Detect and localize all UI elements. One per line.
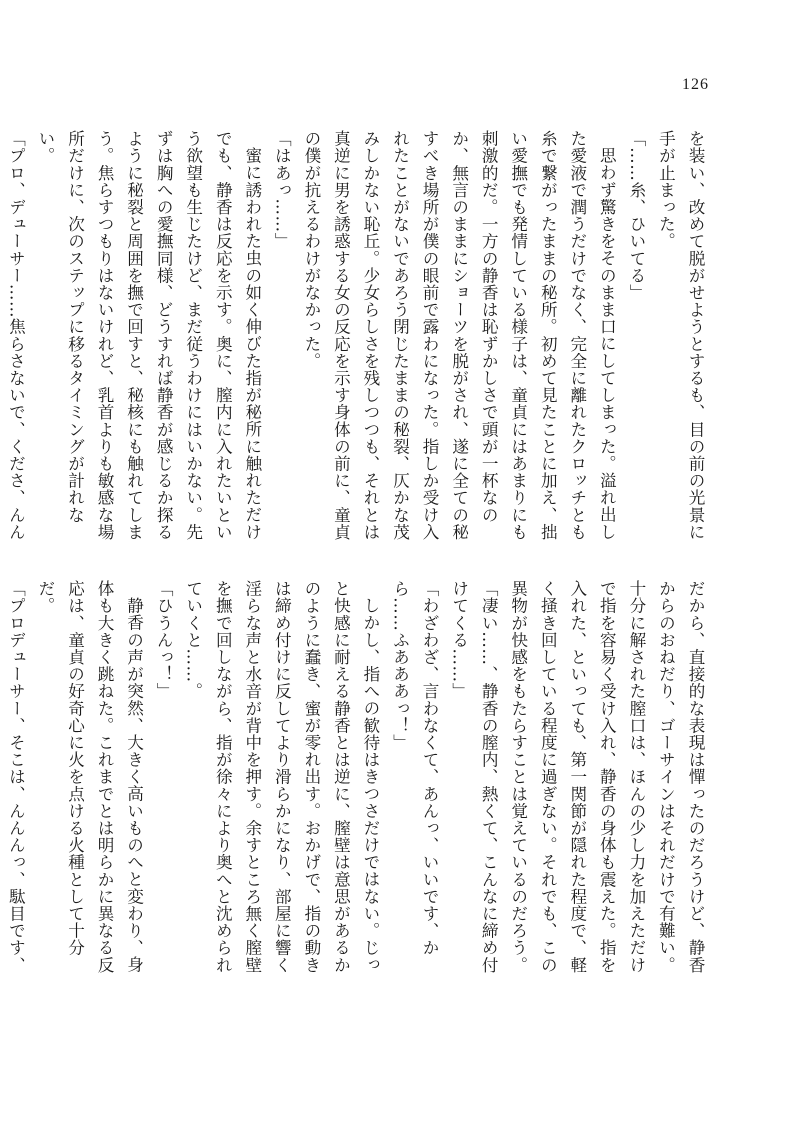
top-text-block	[6, 130, 710, 550]
dialogue-line: 「プロデューサー、そこは、んんんっ、駄目です、	[6, 580, 26, 974]
dialogue-line: 「はあっ……」	[272, 130, 292, 250]
dialogue-line: 「……糸、ひいてる」	[626, 130, 646, 301]
paragraph: 思わず驚きをそのまま口にしてしまった。溢れ出した愛液で潤うだけでなく、完全に離れたクロッチとも糸で繋がったままの秘所。初めて見たことに加え、拙い愛撫でも発情している様子は、童貞にはあまりにも刺激的だ。一方の静香は恥ずかしさで頭が一杯なのか、無言のままにショーツを脱がされ、遂に全ての秘すべき場所が僕の眼前で露わになった。指しか受け入れたことがないであろう閉じたままの秘裂、仄かな茂みしかない恥丘。少女らしさを残しつつも、それとは真逆に男を誘惑する女の反応を示す身体の前に、童貞の僕が抗えるわけがなかった。	[301, 130, 617, 541]
dialogue-line: 「ひうんっ！」	[154, 580, 174, 700]
page-number: 126	[682, 76, 709, 93]
bottom-text-block	[6, 580, 710, 980]
paragraph: しかし、指への歓待はきつさだけではない。じっと快感に耐える静香とは逆に、膣壁は意思があるかのように蠢き、蜜が零れ出す。おかげで、指の動きは締め付けに反してより滑らかになり、部屋に響く淫らな声と水音が背中を押す。余すところ無く膣壁を撫で回しながら、指が徐々により奥へと沈められていくと……。	[183, 580, 380, 974]
dialogue-line: 「わざわざ、言わなくて、あんっ、いいです、から……ふあああっ！」	[390, 580, 440, 957]
dialogue-line: 「凄い……、静香の膣内、熱くて、こんなに締め付けてくる……」	[449, 580, 499, 974]
paragraph: を装い、改めて脱がせようとするも、目の前の光景に手が止まった。	[656, 130, 705, 541]
paragraph: だから、直接的な表現は憚ったのだろうけど、静香からのおねだり、ゴーサインはそれだけで有難い。十分に解された膣口は、ほんの少し力を加えただけで指を容易く受け入れ、静香の身体も震えた。指を入れた、といっても、第一関節が隠れた程度で、軽く掻き回している程度に過ぎない。それでも、この異物が快感をもたらすことは覚えているのだろう。	[508, 580, 705, 974]
dialogue-line: 「プロ、デューサー……焦らさないで、くださ、んん	[6, 130, 26, 541]
paragraph: 蜜に誘われた虫の如く伸びた指が秘所に触れただけでも、静香は反応を示す。奥に、膣内に入れたいという欲望も生じたけど、まだ従うわけにはいかない。先ずは胸への愛撫同様、どうすれば静香が感じるか探るように秘裂と周囲を撫で回すと、秘核にも触れてしまう。焦らすつもりはないけれど、乳首よりも敏感な場所だけに、次のステップに移るタイミングが計れない。	[35, 130, 262, 541]
paragraph: 静香の声が突然、大きく高いものへと変わり、身体も大きく跳ねた。これまでとは明らかに異なる反応は、童貞の好奇心に火を点ける火種として十分だ。	[35, 580, 144, 974]
